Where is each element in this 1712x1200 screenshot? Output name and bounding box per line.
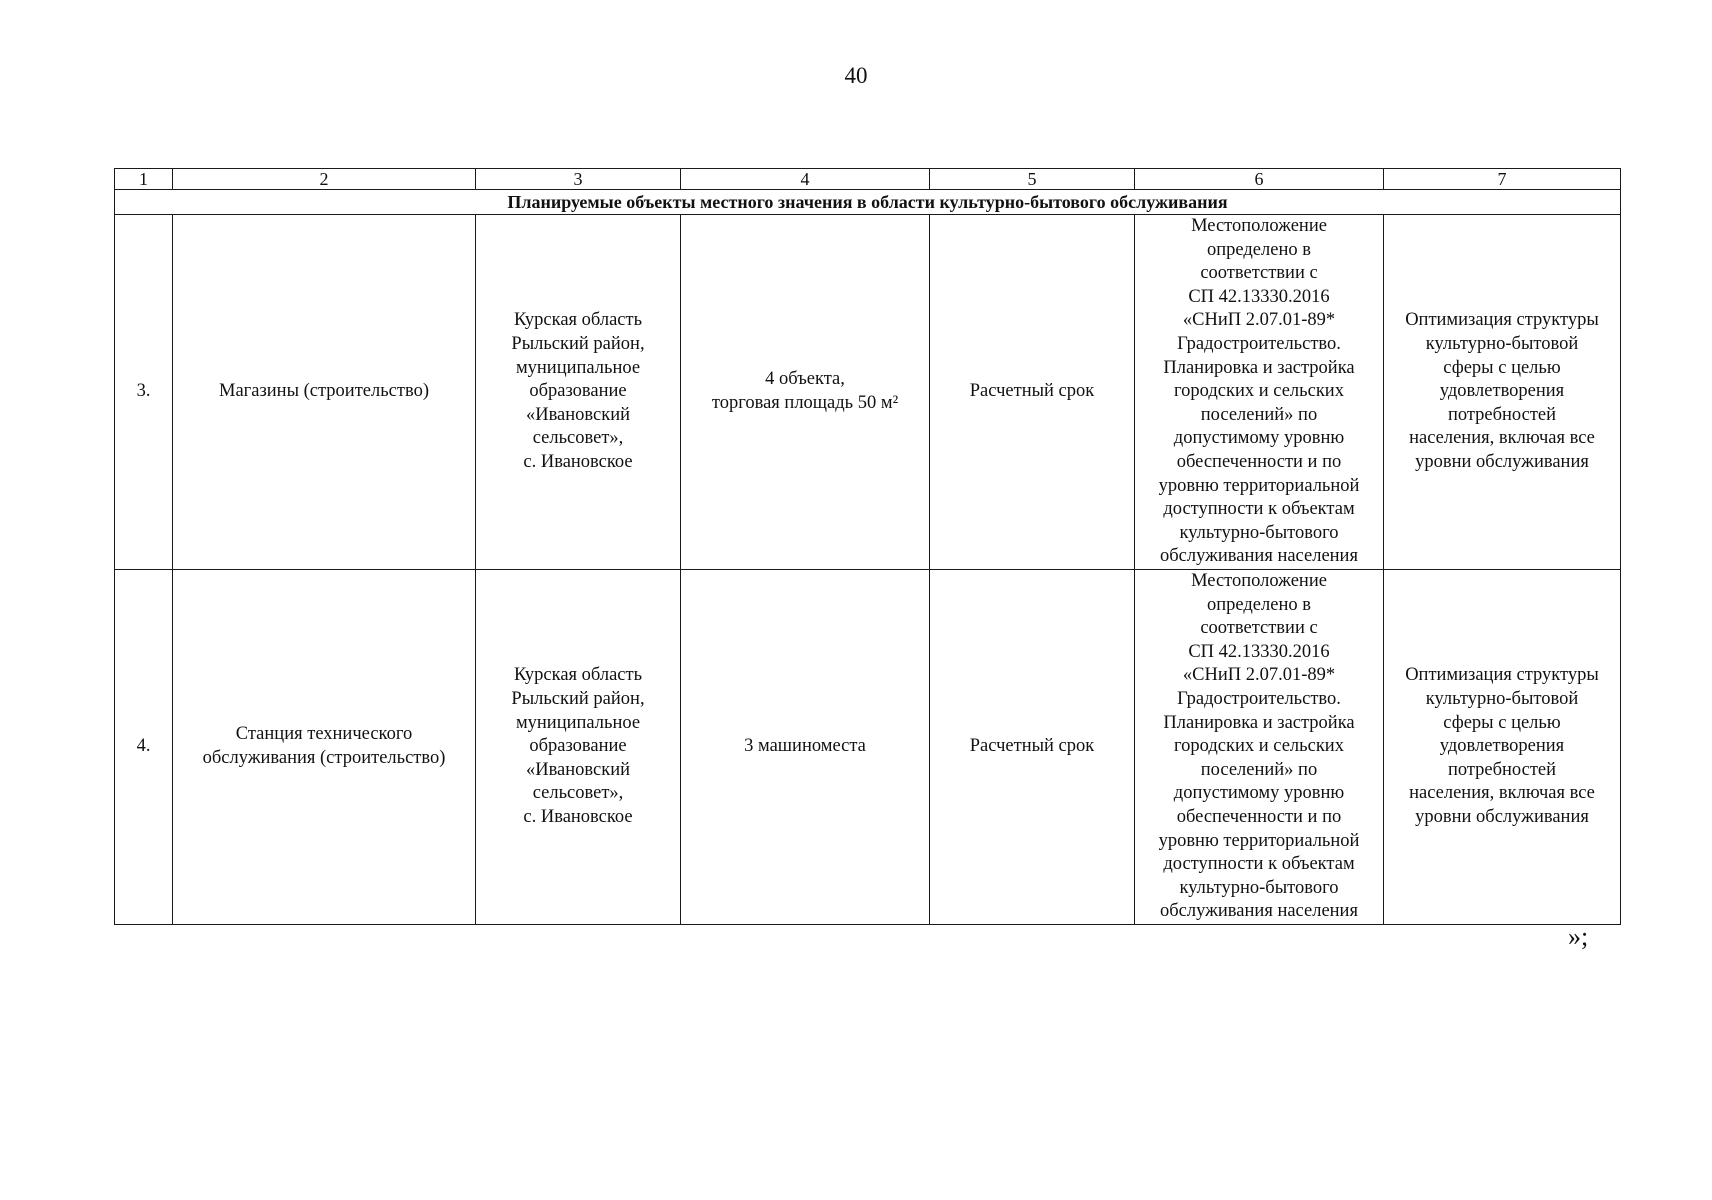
purpose-line: населения, включая все <box>1409 783 1595 804</box>
column-number-cell: 3 <box>476 169 681 190</box>
purpose-line: удовлетворения <box>1439 381 1565 402</box>
basis-line: обеспеченности и по <box>1176 451 1342 472</box>
basis-cell <box>1135 570 1384 925</box>
basis-cell <box>1135 215 1384 570</box>
term-cell <box>930 570 1135 925</box>
purpose-line: культурно-бытовой <box>1425 689 1579 710</box>
basis-line: культурно-бытового <box>1179 877 1339 898</box>
purpose-line: потребностей <box>1447 759 1557 780</box>
planned-objects-table <box>114 168 1621 925</box>
location-line: Курская область <box>513 665 643 686</box>
location-line: образование <box>529 736 627 757</box>
column-number-cell: 7 <box>1384 169 1621 190</box>
purpose-line: сферы с целью <box>1443 712 1561 733</box>
basis-line: СП 42.13330.2016 <box>1188 286 1330 307</box>
basis-line: доступности к объектам <box>1163 854 1355 875</box>
location-line: «Ивановский <box>525 759 631 780</box>
object-name-line: обслуживания (строительство) <box>202 748 446 768</box>
row-number: 3. <box>115 215 173 570</box>
basis-line: соответствии с <box>1200 263 1318 284</box>
basis-line: Градостроительство. <box>1177 334 1341 355</box>
location-line: с. Ивановское <box>523 451 633 472</box>
table-row <box>115 570 1621 925</box>
column-number-cell: 1 <box>115 169 173 190</box>
term-line: Расчетный срок <box>969 381 1095 402</box>
object-name-line: Магазины (строительство) <box>219 381 429 402</box>
basis-line: доступности к объектам <box>1163 499 1355 520</box>
basis-line: определено в <box>1207 239 1311 260</box>
basis-line: уровню территориальной <box>1158 830 1360 851</box>
capacity-cell <box>681 215 930 570</box>
basis-line: допустимому уровню <box>1173 428 1345 449</box>
location-cell <box>476 215 681 570</box>
term-cell <box>930 215 1135 570</box>
location-line: Курская область <box>513 310 643 331</box>
page-number: 40 <box>844 63 868 88</box>
basis-line: Планировка и застройка <box>1163 712 1355 733</box>
basis-line: обслуживания населения <box>1160 546 1358 567</box>
location-line: муниципальное <box>515 712 641 733</box>
column-number-cell: 2 <box>173 169 476 190</box>
column-numbers-row <box>115 169 1621 190</box>
column-number-cell: 6 <box>1135 169 1384 190</box>
purpose-line: удовлетворения <box>1439 736 1565 757</box>
closing-quote-mark: »; <box>1568 922 1589 951</box>
basis-line: уровню территориальной <box>1158 475 1360 496</box>
basis-line: Градостроительство. <box>1177 689 1341 710</box>
location-line: муниципальное <box>515 357 641 378</box>
purpose-line: населения, включая все <box>1409 428 1595 449</box>
section-title: Планируемые объекты местного значения в области культурно-бытового обслуживания <box>115 190 1621 215</box>
location-line: Рыльский район, <box>511 689 645 710</box>
column-number-cell: 5 <box>930 169 1135 190</box>
basis-line: СП 42.13330.2016 <box>1188 641 1330 662</box>
basis-line: соответствии с <box>1200 618 1318 639</box>
capacity-line: 4 объекта, <box>765 369 845 390</box>
location-line: образование <box>529 381 627 402</box>
purpose-line: потребностей <box>1447 404 1557 425</box>
location-line: сельсовет», <box>532 428 624 449</box>
purpose-line: сферы с целью <box>1443 357 1561 378</box>
object-name-line: Станция технического <box>235 724 413 745</box>
basis-line: обслуживания населения <box>1160 901 1358 922</box>
basis-line: определено в <box>1207 594 1311 615</box>
capacity-line: 3 машиноместа <box>744 736 866 757</box>
location-line: Рыльский район, <box>511 334 645 355</box>
location-line: с. Ивановское <box>523 806 633 827</box>
capacity-line: торговая площадь 50 м² <box>711 393 899 413</box>
purpose-line: культурно-бытовой <box>1425 334 1579 355</box>
location-line: сельсовет», <box>532 783 624 804</box>
row-number: 4. <box>115 570 173 925</box>
table-row <box>115 215 1621 570</box>
purpose-line: Оптимизация структуры <box>1405 665 1599 686</box>
term-line: Расчетный срок <box>969 736 1095 757</box>
column-number-cell: 4 <box>681 169 930 190</box>
basis-line: городских и сельских <box>1174 736 1344 757</box>
basis-line: Местоположение <box>1191 216 1327 237</box>
basis-line: Местоположение <box>1191 571 1327 592</box>
purpose-line: уровни обслуживания <box>1415 806 1589 827</box>
basis-line: «СНиП 2.07.01-89* <box>1182 310 1336 331</box>
object-name-cell <box>173 215 476 570</box>
purpose-cell <box>1384 570 1621 925</box>
basis-line: поселений» по <box>1200 404 1318 425</box>
section-header-row <box>115 190 1621 215</box>
basis-line: поселений» по <box>1200 759 1318 780</box>
capacity-cell <box>681 570 930 925</box>
basis-line: обеспеченности и по <box>1176 806 1342 827</box>
basis-line: допустимому уровню <box>1173 783 1345 804</box>
basis-line: культурно-бытового <box>1179 522 1339 543</box>
object-name-cell <box>173 570 476 925</box>
location-cell <box>476 570 681 925</box>
basis-line: «СНиП 2.07.01-89* <box>1182 665 1336 686</box>
basis-line: городских и сельских <box>1174 381 1344 402</box>
purpose-cell <box>1384 215 1621 570</box>
basis-line: Планировка и застройка <box>1163 357 1355 378</box>
location-line: «Ивановский <box>525 404 631 425</box>
purpose-line: Оптимизация структуры <box>1405 310 1599 331</box>
purpose-line: уровни обслуживания <box>1415 451 1589 472</box>
